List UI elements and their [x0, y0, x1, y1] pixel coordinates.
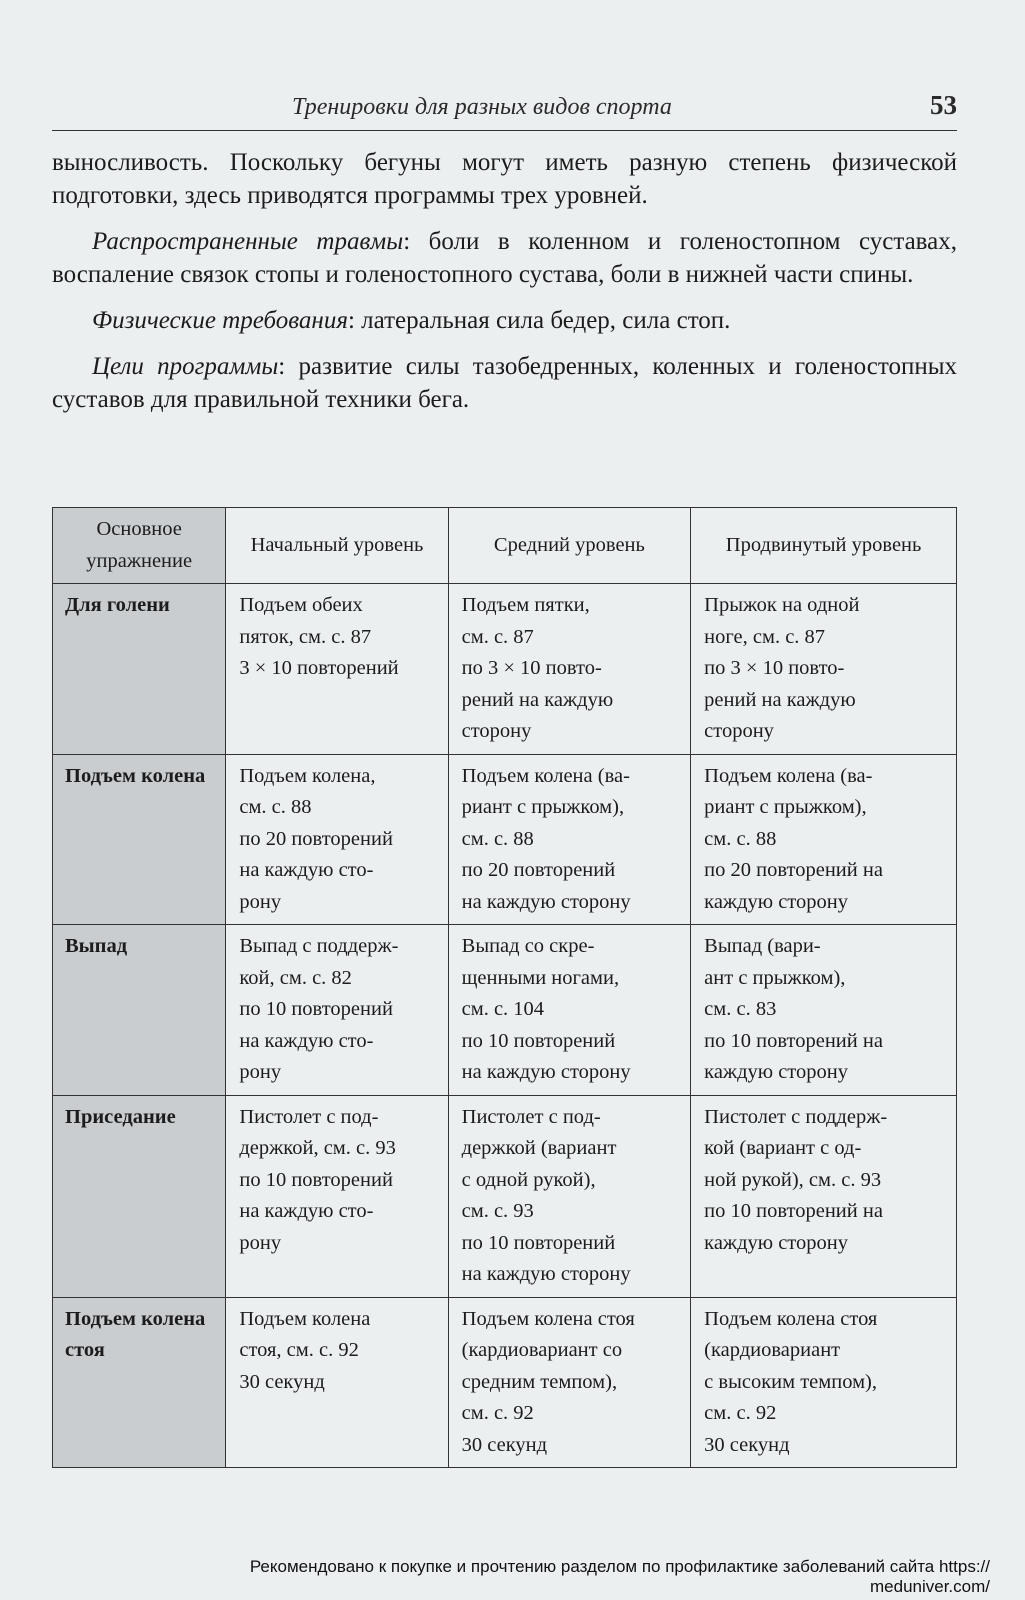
cell-line: на каждую сто- — [239, 1200, 374, 1222]
cell-line: Подъем колена (ва- — [461, 764, 630, 787]
cell-line: см. с. 87 — [461, 625, 534, 648]
cell-advanced — [691, 925, 957, 1096]
cell-line: см. с. 93 — [461, 1200, 534, 1222]
paragraph-goals — [52, 350, 957, 416]
header-intermediate: Средний уровень — [448, 508, 691, 584]
paragraph-requirements — [52, 304, 957, 337]
cell-beginner — [226, 1095, 448, 1297]
cell-line: на каждую сторону — [461, 1061, 631, 1083]
requirements-label: Физические требования — [92, 307, 348, 334]
cell-beginner — [226, 584, 448, 755]
running-header — [52, 90, 957, 131]
cell-line: по 20 повторений — [239, 827, 393, 850]
cell-line: ант с прыжком), — [704, 966, 846, 989]
cell-line: Подъем колена, — [239, 764, 376, 787]
table-row — [53, 925, 957, 1096]
cell-line: по 10 повторений — [461, 1231, 616, 1254]
exercise-name: Приседание — [53, 1095, 226, 1297]
table-row — [53, 754, 957, 925]
cell-line: по 10 повторений на — [704, 1029, 883, 1052]
cell-line: по 10 повторений на — [704, 1200, 883, 1222]
page-number: 53 — [930, 90, 957, 120]
cell-line: Пистолет с под- — [239, 1105, 379, 1128]
cell-line: Выпад со скре- — [461, 935, 595, 957]
training-program-table — [52, 507, 957, 1468]
body-text — [52, 146, 957, 429]
cell-intermediate — [448, 584, 691, 755]
cell-line: см. с. 92 — [461, 1402, 534, 1424]
exercise-name: Подъем колена стоя — [53, 1297, 226, 1468]
paragraph-intro: выносливость. Поскольку бегуны могут иметь разную степень физической подготовки, здесь приводятся программы трех уровней. — [52, 149, 957, 209]
cell-line: на каждую сторону — [461, 1263, 631, 1285]
cell-line: риант с прыжком), — [461, 796, 625, 818]
cell-line: держкой (вариант — [461, 1137, 617, 1159]
cell-intermediate — [448, 925, 691, 1096]
cell-line: 30 секунд — [239, 1370, 325, 1393]
cell-line: см. с. 88 — [239, 796, 312, 818]
cell-line: средним темпом), — [461, 1370, 618, 1393]
cell-line: см. с. 92 — [704, 1402, 777, 1424]
cell-line: каждую сторону — [704, 890, 848, 913]
cell-line: каждую сторону — [704, 1061, 848, 1083]
cell-line: ной рукой), см. с. 93 — [704, 1168, 882, 1191]
goals-label: Цели программы — [92, 353, 279, 380]
injuries-label: Распространенные травмы — [92, 228, 404, 255]
cell-line: по 10 повторений — [461, 1029, 616, 1052]
cell-line: рону — [239, 1061, 282, 1083]
cell-line: (кардиовариант — [704, 1339, 841, 1361]
cell-beginner — [226, 925, 448, 1096]
cell-intermediate — [448, 1297, 691, 1468]
cell-line: Прыжок на одной — [704, 594, 860, 616]
table-header-row — [53, 508, 957, 584]
cell-line: (кардиовариант со — [461, 1339, 623, 1361]
exercise-name: Для голени — [53, 584, 226, 755]
chapter-title: Тренировки для разных видов спорта — [292, 94, 672, 120]
cell-line: Подъем обеих — [239, 594, 363, 616]
cell-line: с одной рукой), — [461, 1168, 596, 1191]
table-row — [53, 1095, 957, 1297]
footer-line-1: Рекомендовано к покупке и прочтению разделом по профилактике заболеваний сайта https:// — [249, 1557, 990, 1576]
cell-line: Подъем колена (ва- — [704, 764, 873, 787]
cell-line: по 20 повторений на — [704, 859, 883, 881]
cell-advanced — [691, 1297, 957, 1468]
cell-line: по 3 × 10 повто- — [704, 657, 845, 679]
cell-line: см. с. 88 — [704, 827, 777, 850]
table-row — [53, 1297, 957, 1468]
cell-line: риант с прыжком), — [704, 796, 867, 818]
cell-line: см. с. 83 — [704, 998, 777, 1020]
cell-line: 30 секунд — [461, 1433, 548, 1456]
cell-line: с высоким темпом), — [704, 1370, 878, 1393]
cell-beginner — [226, 754, 448, 925]
cell-line: щенными ногами, — [461, 966, 620, 989]
cell-line: ноге, см. с. 87 — [704, 625, 826, 648]
cell-line: Пистолет с под- — [461, 1105, 601, 1128]
cell-line: Подъем колена — [239, 1307, 371, 1330]
cell-advanced — [691, 584, 957, 755]
cell-line: сторону — [461, 720, 532, 742]
cell-line: сторону — [704, 720, 774, 742]
cell-line: на каждую сто- — [239, 859, 374, 881]
footer-line-2: meduniver.com/ — [870, 1577, 990, 1596]
cell-line: кой, см. с. 82 — [239, 966, 352, 989]
header-advanced: Продвинутый уровень — [691, 508, 957, 584]
exercise-name: Выпад — [53, 925, 226, 1096]
cell-line: Выпад с поддерж- — [239, 935, 399, 957]
cell-line: Подъем колена стоя — [704, 1307, 878, 1330]
cell-line: по 10 повторений — [239, 998, 393, 1020]
cell-line: на каждую сторону — [461, 890, 631, 913]
cell-line: каждую сторону — [704, 1231, 848, 1254]
cell-line: Выпад (вари- — [704, 935, 821, 957]
cell-line: Подъем колена стоя — [461, 1307, 635, 1330]
cell-line: рений на каждую — [461, 688, 614, 711]
header-exercise: Основное упражнение — [53, 508, 226, 584]
cell-line: рений на каждую — [704, 688, 856, 711]
goals-text: : развитие силы тазобедренных, коленных и голеностопных суставов для правильной техники бега. — [52, 353, 957, 413]
cell-line: рону — [239, 1231, 282, 1254]
cell-line: см. с. 104 — [461, 998, 545, 1020]
cell-line: кой (вариант с од- — [704, 1137, 862, 1159]
cell-line: по 3 × 10 повто- — [461, 657, 602, 679]
cell-line: Пистолет с поддерж- — [704, 1105, 888, 1128]
cell-line: 30 секунд — [704, 1433, 790, 1456]
requirements-text: : латеральная сила бедер, сила стоп. — [347, 307, 731, 334]
cell-line: Подъем пятки, — [461, 594, 590, 616]
cell-line: по 20 повторений — [461, 859, 616, 881]
cell-advanced — [691, 1095, 957, 1297]
cell-intermediate — [448, 754, 691, 925]
exercise-name: Подъем колена — [53, 754, 226, 925]
header-beginner: Начальный уровень — [226, 508, 448, 584]
cell-advanced — [691, 754, 957, 925]
cell-line: 3 × 10 повторений — [239, 657, 399, 679]
cell-intermediate — [448, 1095, 691, 1297]
cell-beginner — [226, 1297, 448, 1468]
cell-line: стоя, см. с. 92 — [239, 1339, 359, 1361]
cell-line: на каждую сто- — [239, 1029, 374, 1052]
paragraph-injuries — [52, 225, 957, 291]
table-row — [53, 584, 957, 755]
injuries-text: : боли в коленном и голеностопном суставах, воспаление связок стопы и голеностопного сустава, боли в нижней части спины. — [52, 228, 957, 288]
cell-line: см. с. 88 — [461, 827, 534, 850]
cell-line: рону — [239, 890, 282, 913]
footer-note — [150, 1557, 990, 1597]
cell-line: по 10 повторений — [239, 1168, 393, 1191]
cell-line: пяток, см. с. 87 — [239, 625, 372, 648]
cell-line: держкой, см. с. 93 — [239, 1137, 396, 1159]
